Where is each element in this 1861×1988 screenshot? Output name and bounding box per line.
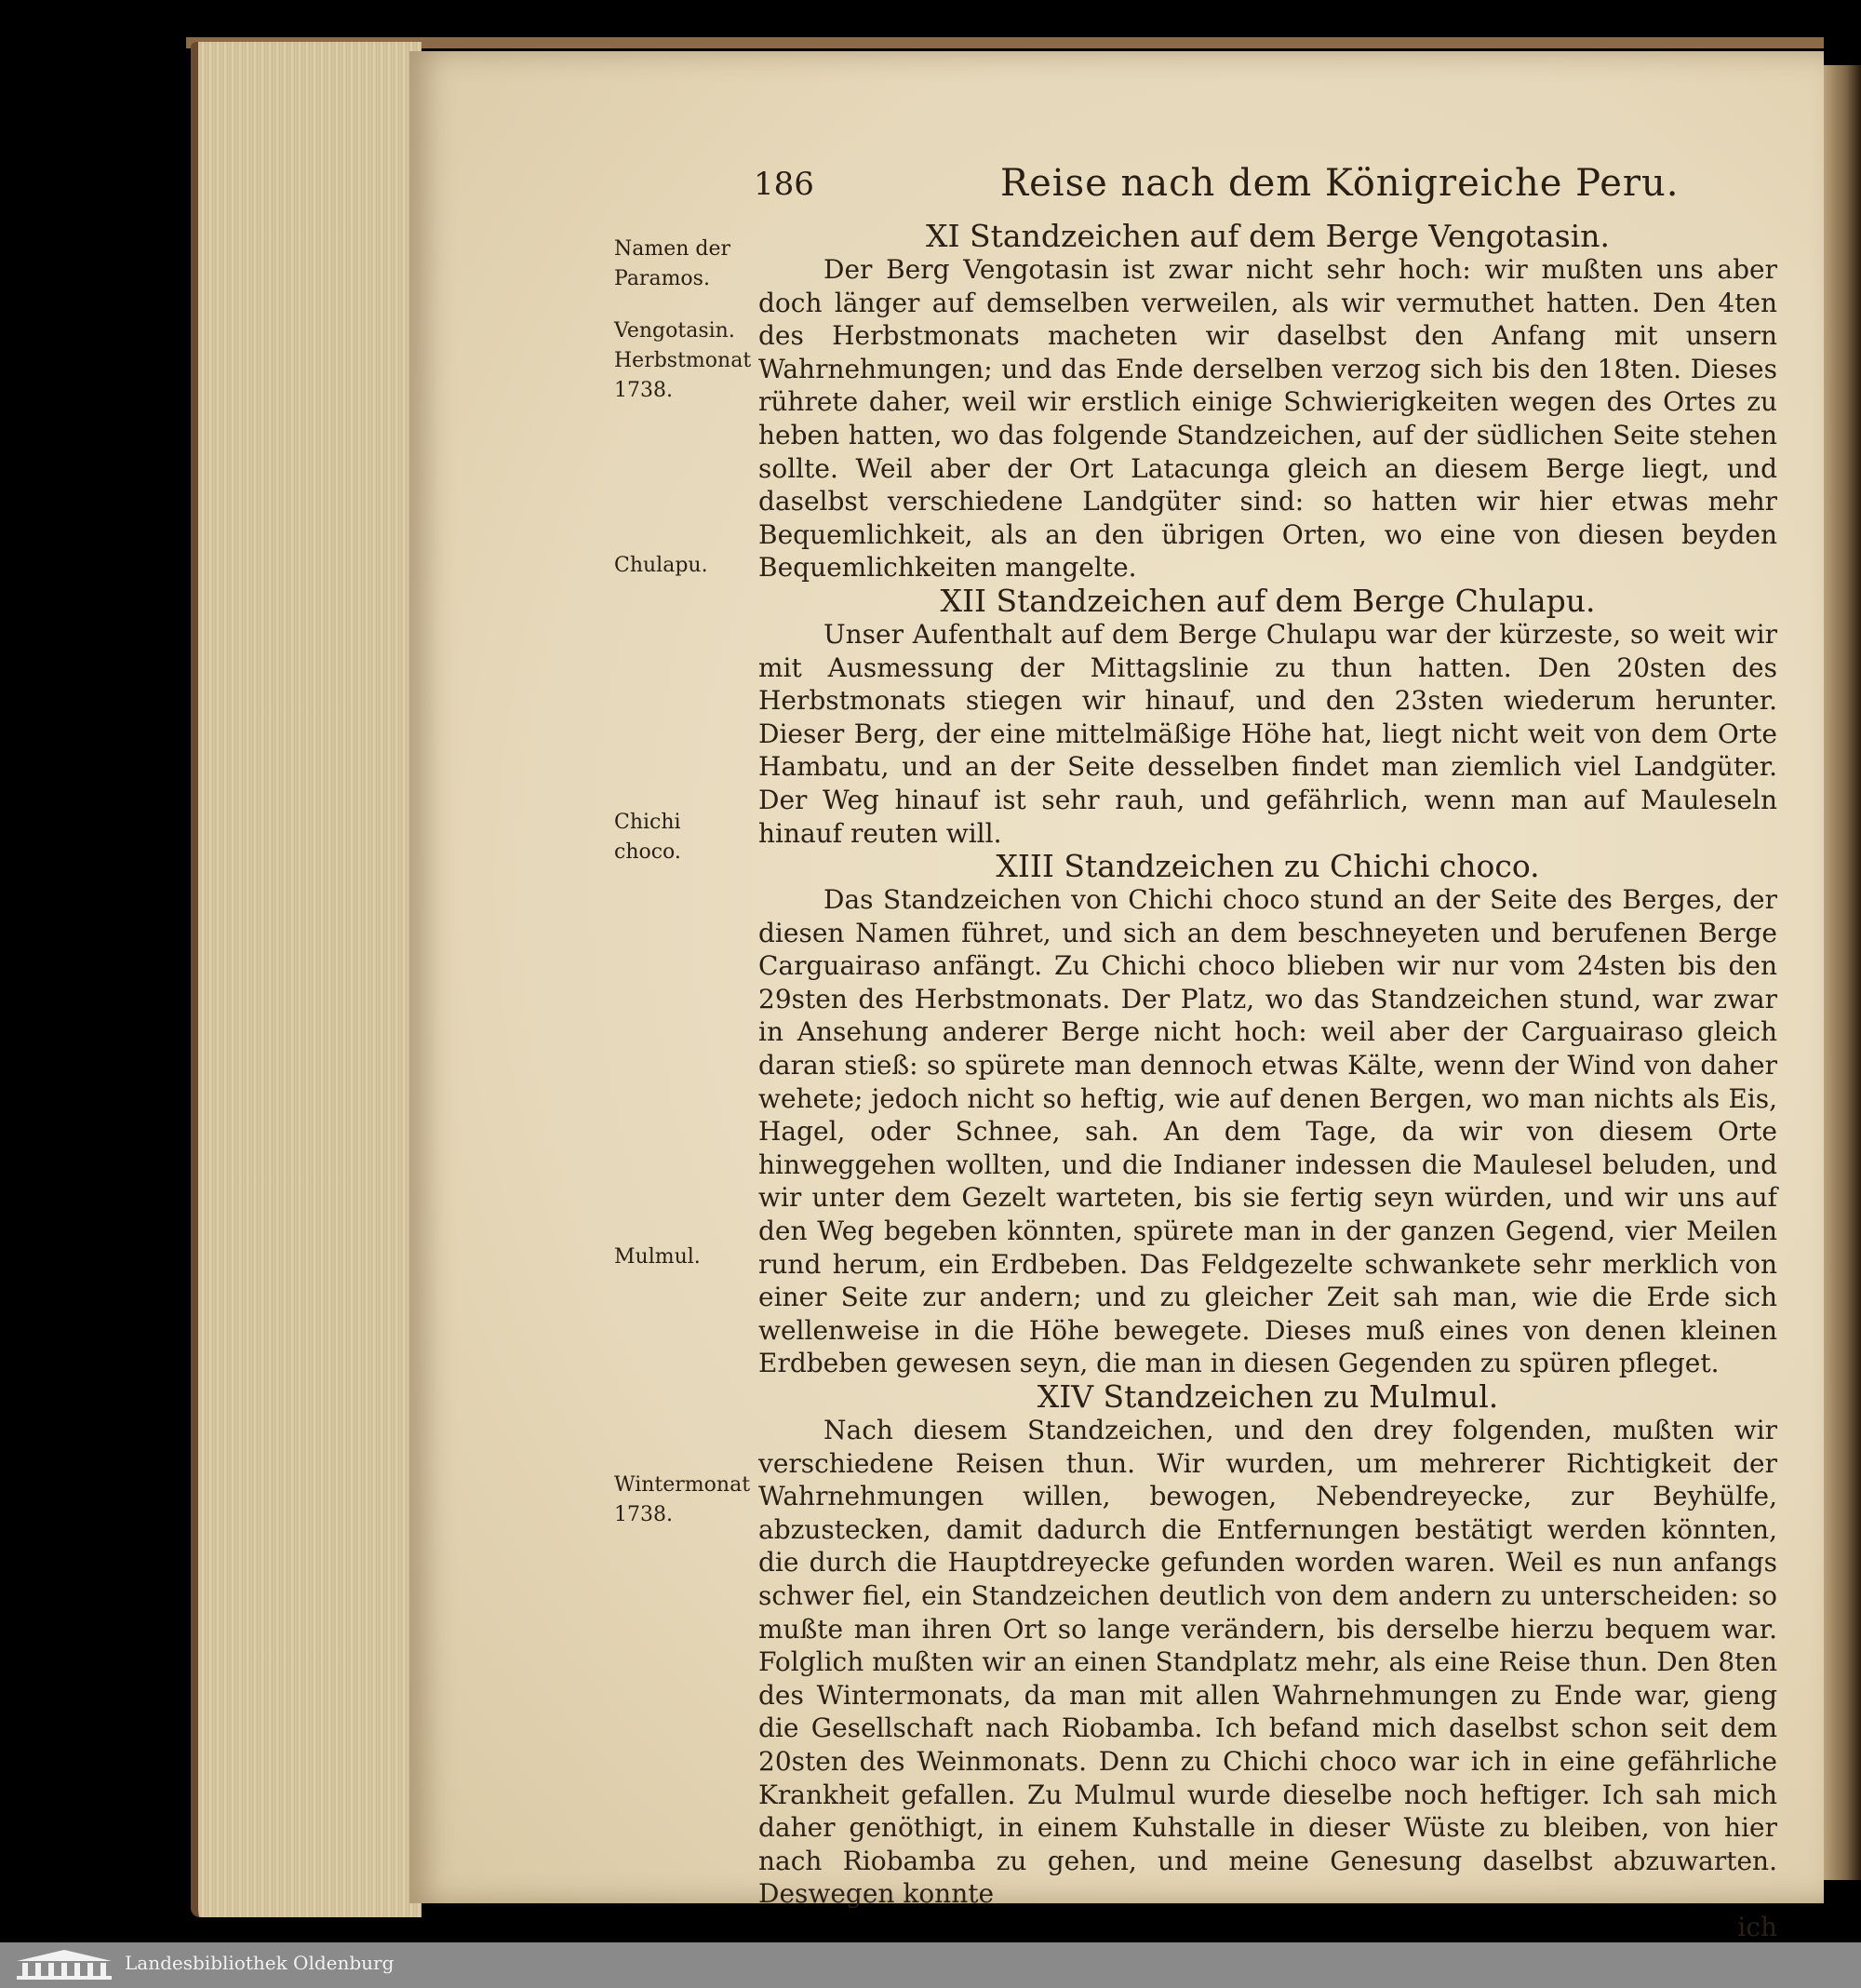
section-title: XI Standzeichen auf dem Berge Vengotasin. xyxy=(926,218,1610,254)
right-page-edge xyxy=(1824,65,1861,1880)
paragraph: Der Berg Vengotasin ist zwar nicht sehr hoch: wir mußten uns aber doch länger auf demselben verweilen, als wir vermuthet hatten. Den 4ten des Herbstmonats macheten wir daselbst den Anfang mit unsern Wahrnehmungen; und das Ende derselben verzog sich bis den 18ten. Dieses rührete daher, weil wir erstlich einige Schwierigkeiten wegen des Ortes zu heben hatten, wo das folgende Standzeichen, auf der südlichen Seite stehen sollte. Weil aber der Ort Latacunga gleich an diesem Berge liegt, und daselbst verschiedene Landgüter sind: so hatten wir hier etwas mehr Bequemlichkeit, als an den übrigen Orten, wo eine von diesen beyden Bequemlichkeiten mangelte. xyxy=(758,254,1777,584)
library-name: Landesbibliothek Oldenburg xyxy=(125,1952,395,1974)
margin-note: Wintermonat 1738. xyxy=(614,1473,751,1526)
paragraph: Nach diesem Standzeichen, und den drey folgenden, mußten wir verschiedene Reisen thun. Wir wurden, um mehrerer Richtigkeit der Wahrnehmungen willen, bewogen, Nebendreyecke, zur Beyhülfe, abzustecken, damit dadurch die Entfernungen bestätigt werden könnten, die durch die Hauptdreyecke gefunden worden waren. Weil es nun anfangs schwer fiel, ein Standzeichen deutlich von dem andern zu unterscheiden: so mußte man ihren Ort so lange verändern, bis derselbe hierzu bequem war. Folglich mußten wir an einen Standplatz mehr, als eine Reise thun. Den 8ten des Wintermonats, da man mit allen Wahrnehmungen zu Ende war, gieng die Gesellschaft nach Riobamba. Ich befand mich daselbst schon seit dem 20sten des Weinmonats. Denn zu Chichi choco war ich in eine gefährliche Krankheit gefallen. Zu Mulmul wurde dieselbe noch heftiger. Ich sah mich daher genöthigt, in einem Kuhstalle in dieser Wüste zu bleiben, von hier nach Riobamba zu gehen, und meine Genesung daselbst abzuwarten. Deswegen konnte xyxy=(758,1415,1777,1910)
catchword: ich xyxy=(1737,1911,1777,1942)
book-cover-top xyxy=(186,37,1824,48)
page-header xyxy=(754,162,1777,212)
running-title: Reise nach dem Königreiche Peru. xyxy=(1000,162,1680,205)
footer-bar xyxy=(0,1942,1861,1988)
margin-note: Mulmul. xyxy=(614,1245,701,1269)
margin-note: Namen der Paramos. xyxy=(614,237,731,290)
section-title: XII Standzeichen auf dem Berge Chulapu. xyxy=(940,582,1596,619)
section-title: XIV Standzeichen zu Mulmul. xyxy=(1037,1378,1499,1415)
margin-note: Chulapu. xyxy=(614,554,708,577)
section-title: XIII Standzeichen zu Chichi choco. xyxy=(996,848,1540,885)
library-building-logo-icon xyxy=(13,1948,115,1981)
paragraph: Unser Aufenthalt auf dem Berge Chulapu war der kürzeste, so weit wir mit Ausmessung der Mittagslinie zu thun hatten. Den 20sten des Herbstmonats stiegen wir hinauf, und den 23sten wiederum herunter. Dieser Berg, der eine mittelmäßige Höhe hat, liegt nicht weit von dem Orte Hambatu, und an der Seite desselben findet man ziemlich viel Landgüter. Der Weg hinauf ist sehr rauh, und gefährlich, wenn man auf Mauleseln hinauf reuten will. xyxy=(758,618,1777,849)
margin-note: Vengotasin. Herbstmonat 1738. xyxy=(614,319,752,402)
margin-note: Chichi choco. xyxy=(614,811,681,864)
main-text xyxy=(758,220,1777,1944)
paragraph: Das Standzeichen von Chichi choco stund an der Seite des Berges, der diesen Namen führet, und sich an dem beschneyeten und berufenen Berge Carguairaso anfängt. Zu Chichi choco blieben wir nur vom 24sten bis den 29sten des Herbstmonats. Der Platz, wo das Standzeichen stund, war zwar in Ansehung anderer Berge nicht hoch: weil aber der Carguairaso gleich daran stieß: so spürete man dennoch etwas Kälte, wenn der Wind von daher wehete; jedoch nicht so heftig, wie auf denen Bergen, wo man nichts als Eis, Hagel, oder Schnee, sah. An dem Tage, da wir von diesem Orte hinweggehen wollten, und die Indianer indessen die Maulesel beluden, und wir unter dem Gezelt warteten, bis sie fertig seyn würden, und wir uns auf den Weg begeben könnten, spürete man in der ganzen Gegend, vier Meilen rund herum, ein Erdbeben. Das Feldgezelte schwankete sehr merklich von einer Seite zur andern; und zu gleicher Zeit sah man, wie die Erde sich wellenweise in die Höhe bewegete. Dieses muß eines von denen kleinen Erdbeben gewesen seyn, die man in diesen Gegenden zu spüren pfleget. xyxy=(758,884,1777,1379)
page-number: 186 xyxy=(754,166,814,203)
book-page-edges xyxy=(191,42,422,1917)
